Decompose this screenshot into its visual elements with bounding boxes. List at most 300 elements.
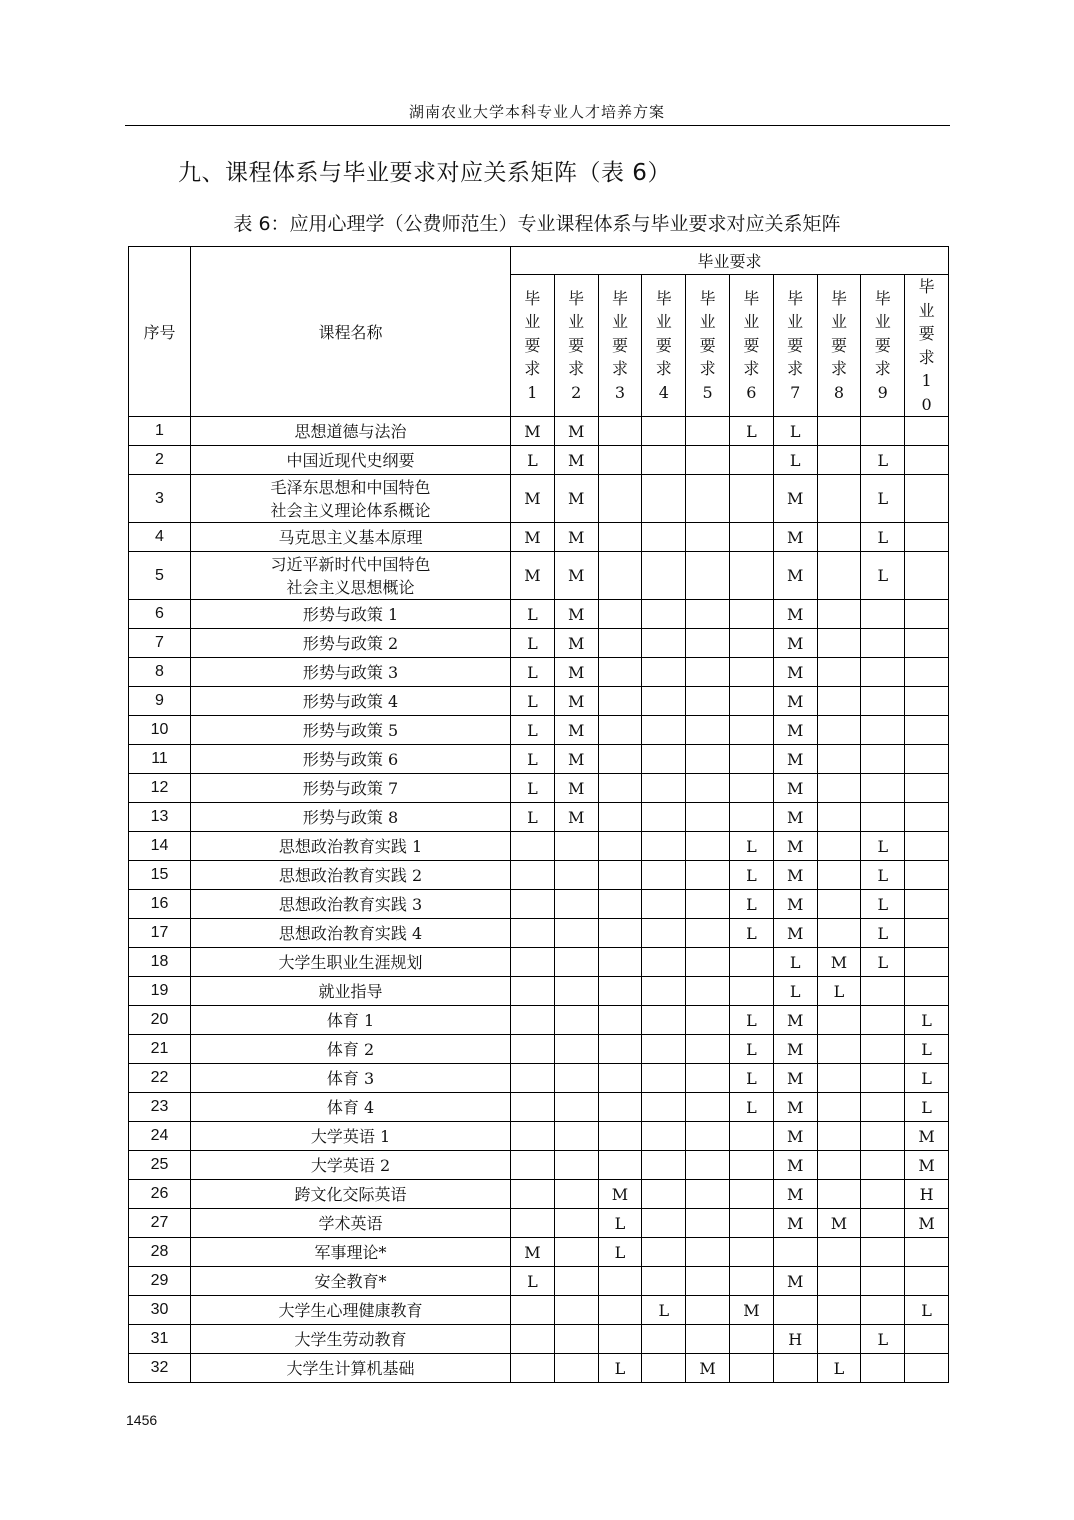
support-level-cell: L <box>817 977 861 1006</box>
support-level-cell <box>554 1064 598 1093</box>
support-level-cell <box>861 1296 905 1325</box>
support-level-cell <box>642 919 686 948</box>
support-level-cell <box>598 600 642 629</box>
course-name-line: 形势与政策 3 <box>302 662 399 682</box>
support-level-cell: M <box>817 948 861 977</box>
support-level-cell: M <box>773 475 817 523</box>
support-level-cell <box>598 446 642 475</box>
support-level-cell <box>686 1151 730 1180</box>
support-level-cell <box>905 977 949 1006</box>
support-level-cell: M <box>598 1180 642 1209</box>
row-serial-number: 28 <box>129 1238 191 1267</box>
support-level-cell: M <box>554 629 598 658</box>
support-level-cell: M <box>554 523 598 552</box>
support-level-cell <box>686 948 730 977</box>
support-level-cell <box>905 1354 949 1383</box>
course-name-line: 就业指导 <box>318 981 383 1001</box>
course-name-cell <box>191 1325 511 1354</box>
support-level-cell <box>642 552 686 600</box>
table-row <box>129 977 949 1006</box>
support-level-cell <box>817 417 861 446</box>
table-caption: 表 6：应用心理学（公费师范生）专业课程体系与毕业要求对应关系矩阵 <box>233 213 841 235</box>
support-level-cell <box>598 658 642 687</box>
row-serial-number: 5 <box>129 552 191 600</box>
support-level-cell: M <box>554 658 598 687</box>
course-name-line: 思想道德与法治 <box>294 421 407 441</box>
support-level-cell <box>554 1296 598 1325</box>
support-level-cell <box>861 417 905 446</box>
support-level-cell: M <box>773 716 817 745</box>
support-level-cell <box>686 687 730 716</box>
support-level-cell <box>598 1267 642 1296</box>
support-level-cell: M <box>773 1180 817 1209</box>
support-level-cell <box>554 861 598 890</box>
course-name-line: 马克思主义基本原理 <box>278 527 423 547</box>
course-name-line: 体育 2 <box>326 1039 375 1059</box>
support-level-cell <box>861 774 905 803</box>
support-level-cell <box>686 977 730 1006</box>
support-level-cell <box>598 745 642 774</box>
support-level-cell <box>861 687 905 716</box>
support-level-cell: L <box>511 1267 555 1296</box>
row-serial-number: 17 <box>129 919 191 948</box>
requirement-header-label: 毕业要求2 <box>568 288 585 402</box>
support-level-cell <box>511 1006 555 1035</box>
support-level-cell <box>773 1354 817 1383</box>
row-serial-number: 31 <box>129 1325 191 1354</box>
support-level-cell <box>642 1267 686 1296</box>
row-serial-number: 7 <box>129 629 191 658</box>
support-level-cell <box>905 629 949 658</box>
support-level-cell <box>861 745 905 774</box>
support-level-cell: M <box>773 1122 817 1151</box>
support-level-cell <box>686 1064 730 1093</box>
support-level-cell: L <box>729 1006 773 1035</box>
course-name-line: 社会主义思想概论 <box>286 577 415 597</box>
support-level-cell: M <box>773 1035 817 1064</box>
support-level-cell: H <box>905 1180 949 1209</box>
support-level-cell <box>729 977 773 1006</box>
support-level-cell <box>598 523 642 552</box>
support-level-cell: M <box>511 552 555 600</box>
course-name-cell <box>191 919 511 948</box>
support-level-cell: M <box>905 1122 949 1151</box>
support-level-cell: M <box>773 658 817 687</box>
support-level-cell: L <box>861 890 905 919</box>
support-level-cell: L <box>511 600 555 629</box>
course-name-cell <box>191 977 511 1006</box>
requirement-header-6 <box>729 275 773 417</box>
support-level-cell <box>861 716 905 745</box>
requirement-header-3 <box>598 275 642 417</box>
requirement-header-2 <box>554 275 598 417</box>
support-level-cell <box>598 1122 642 1151</box>
support-level-cell <box>817 629 861 658</box>
support-level-cell <box>642 1209 686 1238</box>
support-level-cell: L <box>729 832 773 861</box>
support-level-cell <box>511 1325 555 1354</box>
support-level-cell <box>642 446 686 475</box>
requirement-header-label: 毕业要求6 <box>743 288 760 402</box>
row-serial-number: 11 <box>129 745 191 774</box>
row-serial-number: 21 <box>129 1035 191 1064</box>
support-level-cell: L <box>773 446 817 475</box>
support-level-cell <box>598 1093 642 1122</box>
support-level-cell <box>642 948 686 977</box>
support-level-cell: M <box>773 1267 817 1296</box>
support-level-cell <box>861 1209 905 1238</box>
support-level-cell: M <box>554 417 598 446</box>
support-level-cell: M <box>773 1093 817 1122</box>
support-level-cell: M <box>554 803 598 832</box>
support-level-cell <box>861 1006 905 1035</box>
support-level-cell <box>642 1325 686 1354</box>
support-level-cell: M <box>773 890 817 919</box>
support-level-cell <box>686 1267 730 1296</box>
course-name-cell <box>191 745 511 774</box>
course-name-cell <box>191 1006 511 1035</box>
table-row <box>129 745 949 774</box>
support-level-cell <box>598 417 642 446</box>
support-level-cell <box>905 716 949 745</box>
support-level-cell <box>861 1267 905 1296</box>
course-name-cell <box>191 1209 511 1238</box>
support-level-cell: M <box>729 1296 773 1325</box>
support-level-cell <box>686 1006 730 1035</box>
course-name-line: 体育 3 <box>326 1068 375 1088</box>
table-row <box>129 803 949 832</box>
support-level-cell: M <box>773 1064 817 1093</box>
support-level-cell <box>729 745 773 774</box>
support-level-cell: L <box>861 832 905 861</box>
support-level-cell <box>817 475 861 523</box>
support-level-cell <box>861 629 905 658</box>
course-name-line: 社会主义理论体系概论 <box>270 500 431 520</box>
support-level-cell <box>598 890 642 919</box>
support-level-cell <box>598 629 642 658</box>
support-level-cell <box>554 832 598 861</box>
support-level-cell: L <box>642 1296 686 1325</box>
support-level-cell <box>642 803 686 832</box>
row-serial-number: 3 <box>129 475 191 523</box>
course-name-cell <box>191 1093 511 1122</box>
support-level-cell <box>729 1238 773 1267</box>
header-rule <box>125 125 950 126</box>
support-level-cell <box>642 1064 686 1093</box>
support-level-cell <box>686 774 730 803</box>
support-level-cell <box>642 861 686 890</box>
support-level-cell <box>642 417 686 446</box>
running-header: 湖南农业大学本科专业人才培养方案 <box>408 103 665 121</box>
table-row <box>129 861 949 890</box>
support-level-cell <box>642 687 686 716</box>
support-level-cell <box>642 600 686 629</box>
row-serial-number: 10 <box>129 716 191 745</box>
support-level-cell <box>642 523 686 552</box>
row-serial-number: 23 <box>129 1093 191 1122</box>
support-level-cell: M <box>773 523 817 552</box>
support-level-cell <box>554 919 598 948</box>
support-level-cell: L <box>729 1035 773 1064</box>
support-level-cell: L <box>861 948 905 977</box>
requirement-header-4 <box>642 275 686 417</box>
course-name-line: 思想政治教育实践 2 <box>278 865 423 885</box>
section-heading: 九、课程体系与毕业要求对应关系矩阵（表 6） <box>178 160 671 186</box>
support-level-cell <box>598 1006 642 1035</box>
support-level-cell <box>729 1151 773 1180</box>
support-level-cell <box>817 687 861 716</box>
support-level-cell <box>554 1238 598 1267</box>
support-level-cell <box>554 977 598 1006</box>
row-serial-number: 32 <box>129 1354 191 1383</box>
support-level-cell <box>554 1325 598 1354</box>
course-name-line: 形势与政策 7 <box>302 778 399 798</box>
table-row <box>129 1209 949 1238</box>
course-name-cell <box>191 1296 511 1325</box>
requirement-header-label: 毕业要求10 <box>918 277 935 414</box>
support-level-cell: M <box>817 1209 861 1238</box>
support-level-cell <box>598 552 642 600</box>
support-level-cell <box>686 1325 730 1354</box>
support-level-cell: M <box>773 774 817 803</box>
support-level-cell: M <box>554 716 598 745</box>
support-level-cell <box>817 1238 861 1267</box>
row-serial-number: 13 <box>129 803 191 832</box>
support-level-cell <box>817 919 861 948</box>
support-level-cell <box>511 948 555 977</box>
requirement-header-9 <box>861 275 905 417</box>
course-name-line: 大学生心理健康教育 <box>278 1300 423 1320</box>
course-requirement-matrix <box>128 246 949 1383</box>
support-level-cell <box>905 832 949 861</box>
support-level-cell <box>729 658 773 687</box>
support-level-cell: L <box>598 1209 642 1238</box>
support-level-cell <box>817 1035 861 1064</box>
table-row <box>129 658 949 687</box>
row-serial-number: 6 <box>129 600 191 629</box>
support-level-cell <box>554 948 598 977</box>
table-row <box>129 1325 949 1354</box>
table-row <box>129 1238 949 1267</box>
course-name-cell <box>191 1122 511 1151</box>
table-row <box>129 1064 949 1093</box>
support-level-cell: M <box>554 745 598 774</box>
support-level-cell <box>817 1064 861 1093</box>
support-level-cell <box>686 1296 730 1325</box>
support-level-cell <box>598 687 642 716</box>
support-level-cell: L <box>729 417 773 446</box>
support-level-cell: L <box>598 1354 642 1383</box>
support-level-cell: M <box>773 1151 817 1180</box>
requirement-header-label: 毕业要求5 <box>699 288 716 402</box>
support-level-cell <box>598 1325 642 1354</box>
course-name-cell <box>191 687 511 716</box>
support-level-cell <box>642 629 686 658</box>
support-level-cell <box>817 658 861 687</box>
support-level-cell <box>598 977 642 1006</box>
support-level-cell <box>598 1035 642 1064</box>
course-name-cell <box>191 523 511 552</box>
course-name-line: 体育 1 <box>326 1010 375 1030</box>
course-name-line: 形势与政策 8 <box>302 807 399 827</box>
support-level-cell <box>686 1238 730 1267</box>
support-level-cell <box>729 948 773 977</box>
support-level-cell <box>554 1151 598 1180</box>
support-level-cell <box>686 417 730 446</box>
support-level-cell <box>686 1122 730 1151</box>
support-level-cell <box>817 745 861 774</box>
support-level-cell <box>861 977 905 1006</box>
course-name-line: 中国近现代史纲要 <box>286 450 415 470</box>
course-name-line: 安全教育* <box>314 1271 387 1291</box>
support-level-cell <box>642 745 686 774</box>
support-level-cell <box>511 1354 555 1383</box>
course-name-cell <box>191 600 511 629</box>
support-level-cell <box>729 552 773 600</box>
support-level-cell <box>598 832 642 861</box>
support-level-cell <box>905 1325 949 1354</box>
matrix-body <box>129 417 949 1383</box>
support-level-cell <box>861 1035 905 1064</box>
table-row <box>129 1006 949 1035</box>
support-level-cell <box>511 1180 555 1209</box>
support-level-cell <box>554 1093 598 1122</box>
support-level-cell <box>642 1006 686 1035</box>
table-row <box>129 446 949 475</box>
support-level-cell <box>686 658 730 687</box>
support-level-cell: L <box>729 1064 773 1093</box>
requirement-header-label: 毕业要求4 <box>655 288 672 402</box>
table-row <box>129 1354 949 1383</box>
support-level-cell <box>598 1296 642 1325</box>
support-level-cell <box>817 1296 861 1325</box>
support-level-cell <box>817 803 861 832</box>
support-level-cell <box>817 446 861 475</box>
support-level-cell <box>642 1238 686 1267</box>
support-level-cell <box>817 861 861 890</box>
support-level-cell: M <box>554 774 598 803</box>
support-level-cell <box>905 687 949 716</box>
table-row <box>129 948 949 977</box>
support-level-cell: L <box>729 919 773 948</box>
support-level-cell <box>598 716 642 745</box>
support-level-cell <box>729 716 773 745</box>
support-level-cell <box>861 600 905 629</box>
row-serial-number: 25 <box>129 1151 191 1180</box>
support-level-cell <box>511 919 555 948</box>
course-name-cell <box>191 861 511 890</box>
course-name-cell <box>191 1238 511 1267</box>
support-level-cell <box>905 948 949 977</box>
support-level-cell <box>554 1267 598 1296</box>
support-level-cell <box>642 1180 686 1209</box>
table-row <box>129 475 949 523</box>
support-level-cell <box>729 523 773 552</box>
table-row <box>129 417 949 446</box>
support-level-cell: M <box>773 803 817 832</box>
support-level-cell: M <box>511 1238 555 1267</box>
row-serial-number: 4 <box>129 523 191 552</box>
course-name-line: 习近平新时代中国特色 <box>270 554 431 574</box>
support-level-cell: L <box>905 1035 949 1064</box>
support-level-cell <box>861 1093 905 1122</box>
table-row <box>129 890 949 919</box>
support-level-cell <box>905 417 949 446</box>
support-level-cell: M <box>905 1151 949 1180</box>
support-level-cell: M <box>773 552 817 600</box>
support-level-cell <box>773 1296 817 1325</box>
support-level-cell <box>686 552 730 600</box>
course-name-cell <box>191 629 511 658</box>
support-level-cell <box>729 687 773 716</box>
support-level-cell: M <box>554 600 598 629</box>
course-name-cell <box>191 716 511 745</box>
support-level-cell: L <box>511 658 555 687</box>
support-level-cell: L <box>511 446 555 475</box>
support-level-cell: L <box>511 803 555 832</box>
support-level-cell: L <box>905 1093 949 1122</box>
support-level-cell <box>511 832 555 861</box>
support-level-cell <box>905 1267 949 1296</box>
support-level-cell <box>511 1093 555 1122</box>
row-serial-number: 8 <box>129 658 191 687</box>
support-level-cell <box>817 1180 861 1209</box>
support-level-cell <box>861 658 905 687</box>
support-level-cell <box>861 1122 905 1151</box>
course-name-line: 形势与政策 1 <box>302 604 399 624</box>
course-name-line: 大学生计算机基础 <box>286 1358 415 1378</box>
requirement-header-label: 毕业要求1 <box>524 288 541 402</box>
table-row <box>129 687 949 716</box>
course-name-line: 思想政治教育实践 4 <box>278 923 423 943</box>
support-level-cell <box>773 1238 817 1267</box>
course-name-line: 军事理论* <box>314 1242 387 1262</box>
course-name-line: 大学英语 2 <box>310 1155 391 1175</box>
support-level-cell <box>861 1354 905 1383</box>
support-level-cell: L <box>729 890 773 919</box>
row-serial-number: 16 <box>129 890 191 919</box>
page-number: 1456 <box>126 1412 158 1428</box>
support-level-cell <box>686 446 730 475</box>
support-level-cell: L <box>773 417 817 446</box>
support-level-cell <box>905 475 949 523</box>
row-serial-number: 30 <box>129 1296 191 1325</box>
requirement-header-label: 毕业要求8 <box>830 288 847 402</box>
course-name-cell <box>191 446 511 475</box>
support-level-cell: M <box>773 629 817 658</box>
support-level-cell: L <box>511 716 555 745</box>
table-row <box>129 774 949 803</box>
support-level-cell <box>905 861 949 890</box>
support-level-cell <box>686 1180 730 1209</box>
support-level-cell: M <box>773 745 817 774</box>
support-level-cell <box>861 1151 905 1180</box>
support-level-cell <box>817 1151 861 1180</box>
support-level-cell <box>905 658 949 687</box>
support-level-cell <box>642 658 686 687</box>
support-level-cell: L <box>861 1325 905 1354</box>
support-level-cell: L <box>511 745 555 774</box>
support-level-cell <box>686 890 730 919</box>
support-level-cell: L <box>729 861 773 890</box>
support-level-cell: L <box>511 687 555 716</box>
support-level-cell <box>686 803 730 832</box>
course-name-cell <box>191 1064 511 1093</box>
requirement-header-8 <box>817 275 861 417</box>
support-level-cell: M <box>554 552 598 600</box>
support-level-cell: L <box>511 774 555 803</box>
support-level-cell <box>729 629 773 658</box>
